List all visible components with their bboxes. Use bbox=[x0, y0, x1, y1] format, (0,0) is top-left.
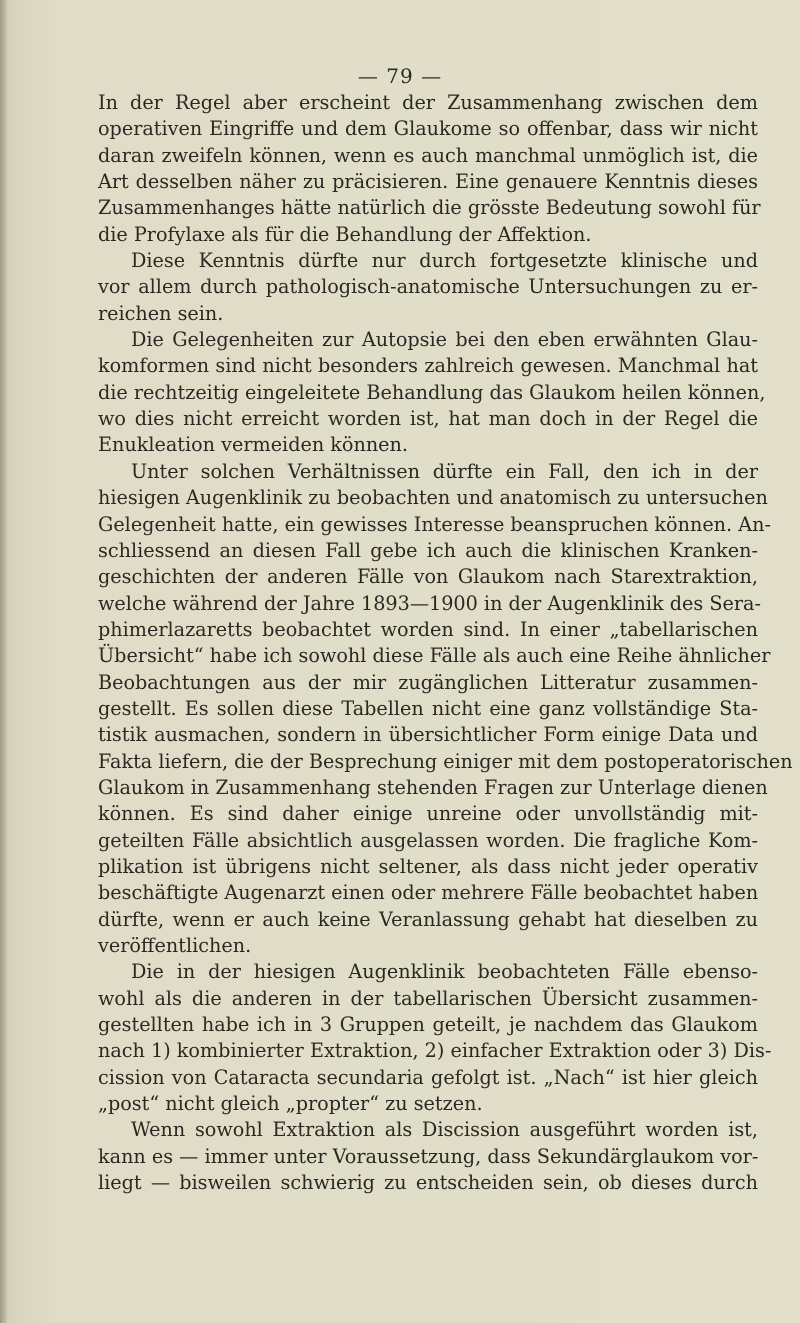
text-line: Beobachtungen aus der mir zugänglichen Litteratur zusammen- bbox=[98, 670, 758, 694]
text-line: wohl als die anderen in der tabellarischen Übersicht zusammen- bbox=[98, 986, 758, 1010]
text-line: Enukleation vermeiden können. bbox=[98, 433, 408, 457]
paragraph bbox=[98, 90, 761, 248]
text-line: gestellt. Es sollen diese Tabellen nicht eine ganz vollständige Sta- bbox=[98, 696, 758, 720]
text-line: gestellten habe ich in 3 Gruppen geteilt, je nachdem das Glaukom bbox=[98, 1013, 758, 1037]
text-line: In der Regel aber erscheint der Zusammenhang zwischen dem bbox=[98, 91, 758, 114]
text-line: Die Gelegenheiten zur Autopsie bei den eben erwähnten Glau- bbox=[131, 328, 758, 352]
text-line: Diese Kenntnis dürfte nur durch fortgesetzte klinische und bbox=[131, 249, 758, 273]
text-line: plikation ist übrigens nicht seltener, als dass nicht jeder operativ bbox=[98, 854, 758, 878]
text-line: phimerlazaretts beobachtet worden sind. In einer „tabellarischen bbox=[98, 617, 758, 641]
text-line: Glaukom in Zusammenhang stehenden Fragen zur Unterlage dienen bbox=[98, 775, 768, 799]
text-line: hiesigen Augenklinik zu beobachten und anatomisch zu untersuchen bbox=[98, 486, 768, 510]
text-line: welche während der Jahre 1893—1900 in der Augenklinik des Sera- bbox=[98, 591, 761, 615]
text-line: Unter solchen Verhältnissen dürfte ein Fall, den ich in der bbox=[131, 459, 758, 483]
text-line: cission von Cataracta secundaria gefolgt ist. „Nach“ ist hier gleich bbox=[98, 1065, 758, 1089]
text-line: beschäftigte Augenarzt einen oder mehrere Fälle beobachtet haben bbox=[98, 881, 759, 905]
text-line: Die in der hiesigen Augenklinik beobachteten Fälle ebenso- bbox=[131, 960, 758, 984]
text-line: Übersicht“ habe ich sowohl diese Fälle als auch eine Reihe ähnlicher bbox=[98, 644, 771, 668]
paragraph bbox=[98, 327, 766, 459]
text-line: Wenn sowohl Extraktion als Discission ausgeführt worden ist, bbox=[131, 1118, 758, 1142]
text-line: Fakta liefern, die der Besprechung einiger mit dem postoperatorischen bbox=[98, 749, 793, 773]
text-line: wo dies nicht erreicht worden ist, hat man doch in der Regel die bbox=[98, 407, 758, 431]
text-line: kann es — immer unter Voraussetzung, dass Sekundärglaukom vor- bbox=[98, 1144, 759, 1168]
paragraph bbox=[98, 248, 758, 327]
text-line: vor allem durch pathologisch-anatomische Untersuchungen zu er- bbox=[98, 275, 758, 299]
text-line: tistik ausmachen, sondern in übersichtlicher Form einige Data und bbox=[98, 723, 758, 747]
paragraph bbox=[98, 459, 793, 960]
text-line: komformen sind nicht besonders zahlreich gewesen. Manchmal hat bbox=[98, 354, 758, 378]
text-line: die rechtzeitig eingeleitete Behandlung das Glaukom heilen können, bbox=[98, 380, 766, 404]
text-line: Gelegenheit hatte, ein gewisses Interesse beanspruchen können. An- bbox=[98, 512, 771, 536]
body-text bbox=[98, 90, 793, 1196]
text-line: „post“ nicht gleich „propter“ zu setzen. bbox=[98, 1092, 483, 1116]
text-line: reichen sein. bbox=[98, 301, 224, 325]
paragraph bbox=[98, 1117, 758, 1196]
page-number: — 79 — bbox=[357, 64, 443, 88]
text-line: veröffentlichen. bbox=[98, 934, 252, 957]
text-line: schliessend an diesen Fall gebe ich auch die klinischen Kranken- bbox=[98, 538, 758, 562]
text-line: liegt — bisweilen schwierig zu entscheiden sein, ob dieses durch bbox=[98, 1171, 758, 1195]
text-line: nach 1) kombinierter Extraktion, 2) einfacher Extraktion oder 3) Dis- bbox=[98, 1039, 772, 1063]
paragraph bbox=[98, 959, 772, 1117]
text-line: können. Es sind daher einige unreine oder unvollständig mit- bbox=[98, 802, 758, 826]
text-line: die Profylaxe als für die Behandlung der Affektion. bbox=[98, 222, 592, 246]
text-line: daran zweifeln können, wenn es auch manchmal unmöglich ist, die bbox=[98, 143, 758, 167]
text-line: Zusammenhanges hätte natürlich die grösste Bedeutung sowohl für bbox=[98, 196, 761, 220]
text-line: geteilten Fälle absichtlich ausgelassen worden. Die fragliche Kom- bbox=[98, 828, 758, 852]
text-line: Art desselben näher zu präcisieren. Eine genauere Kenntnis dieses bbox=[98, 170, 758, 194]
text-line: dürfte, wenn er auch keine Veranlassung gehabt hat dieselben zu bbox=[98, 907, 758, 931]
text-line: geschichten der anderen Fälle von Glaukom nach Starextraktion, bbox=[98, 565, 758, 589]
text-line: operativen Eingriffe und dem Glaukome so offenbar, dass wir nicht bbox=[98, 117, 758, 141]
